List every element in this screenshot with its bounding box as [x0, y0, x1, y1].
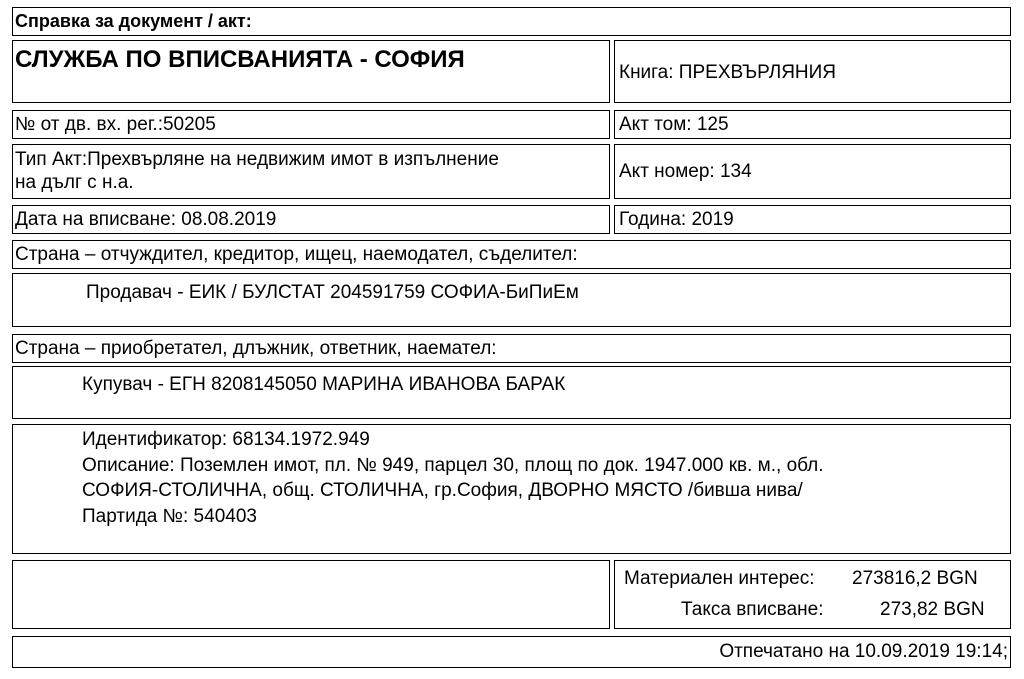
party1-label: Страна – отчуждител, кредитор, ищец, наемодател, съделител:: [15, 244, 578, 265]
property-description-line2: СОФИЯ-СТОЛИЧНА, общ. СТОЛИЧНА, гр.София, ДВОРНО МЯСТО /бивша нива/: [82, 480, 803, 501]
act-number: Акт номер: 134: [619, 161, 752, 182]
property-lot: Партида №: 540403: [82, 506, 257, 527]
material-interest-label: Материален интерес:: [624, 568, 815, 589]
party2-label: Страна – приобретател, длъжник, ответник, наемател:: [15, 338, 497, 359]
material-interest-value: 273816,2 BGN: [852, 568, 978, 589]
party2-value: Купувач - ЕГН 8208145050 МАРИНА ИВАНОВА БАРАК: [82, 374, 566, 395]
fee-label: Такса вписване:: [681, 599, 824, 620]
page-title: Справка за документ / акт:: [15, 11, 252, 31]
year: Година: 2019: [619, 209, 734, 230]
office-name: СЛУЖБА ПО ВПИСВАНИЯТА - СОФИЯ: [15, 46, 465, 73]
printed-timestamp: Отпечатано на 10.09.2019 19:14;: [719, 641, 1008, 662]
book-label: Книга: ПРЕХВЪРЛЯНИЯ: [619, 62, 837, 83]
act-type-line2: на дълг с н.а.: [15, 172, 134, 193]
property-identifier: Идентификатор: 68134.1972.949: [82, 429, 370, 450]
party1-value: Продавач - ЕИК / БУЛСТАТ 204591759 СОФИА-БиПиЕм: [86, 282, 579, 303]
property-description-line1: Описание: Поземлен имот, пл. № 949, парцел 30, площ по док. 1947.000 кв. м., обл.: [82, 455, 824, 476]
fee-value: 273,82 BGN: [880, 599, 985, 620]
fees-empty-box: [12, 560, 610, 629]
entry-date: Дата на вписване: 08.08.2019: [15, 209, 277, 230]
incoming-no: № от дв. вх. рег.:50205: [15, 114, 216, 135]
act-volume: Акт том: 125: [619, 114, 729, 135]
act-type-line1: Тип Акт:Прехвърляне на недвижим имот в изпълнение: [15, 149, 499, 170]
